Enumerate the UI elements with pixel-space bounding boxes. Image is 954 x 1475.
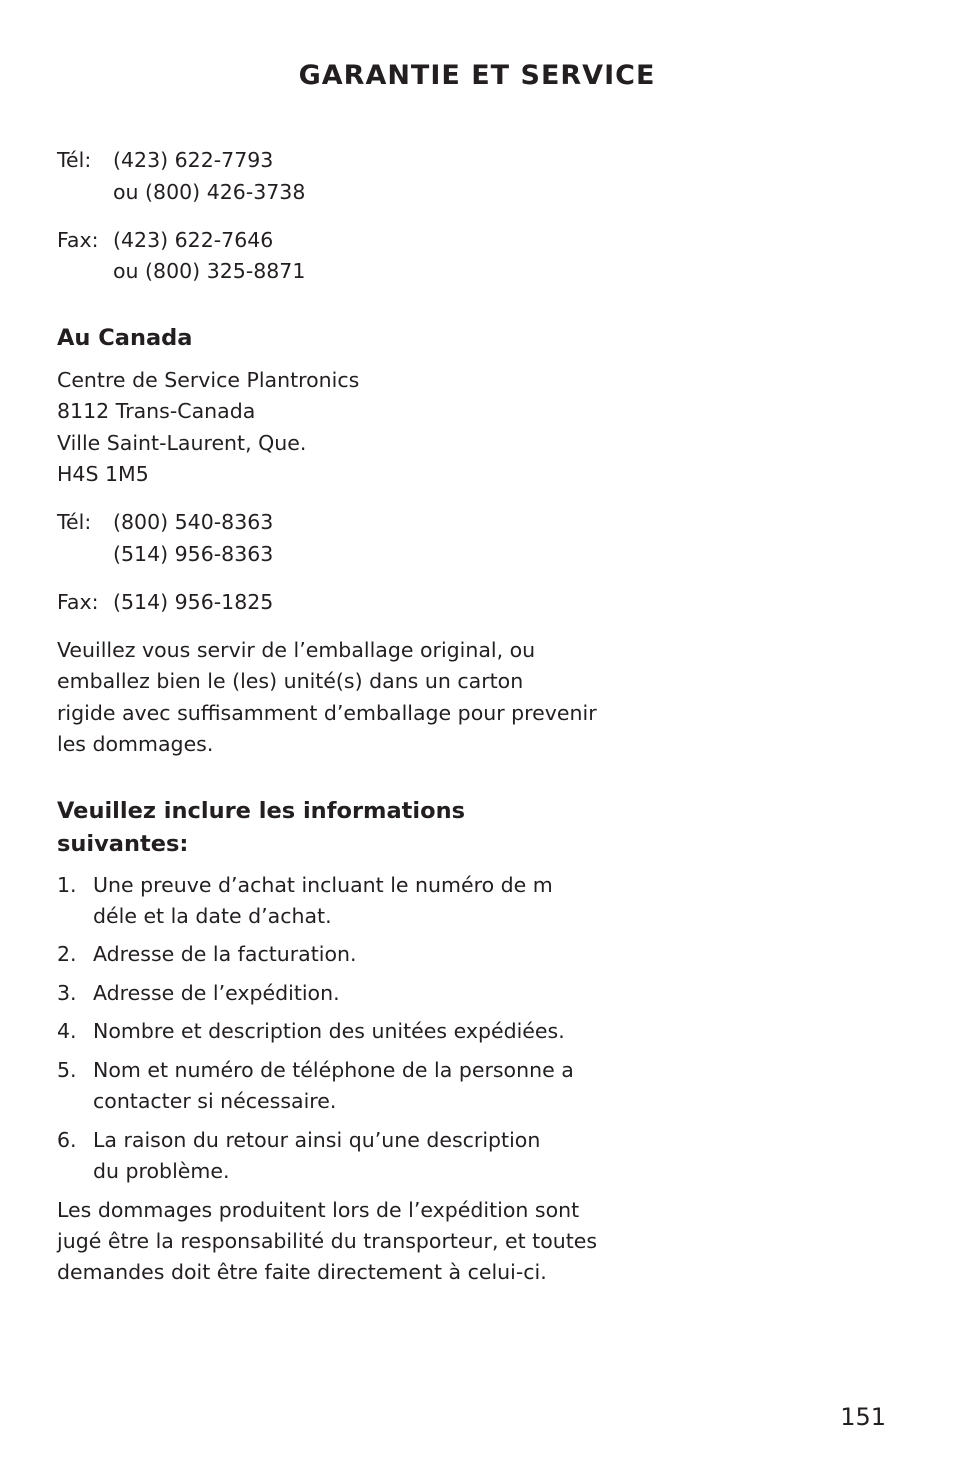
list-number: 1. [57,873,77,897]
list-item: Adresse de l’expédition. [93,981,340,1005]
list-item: du problème. [93,1159,230,1183]
tel-label: Tél: [57,148,92,172]
paragraph-line: Veuillez vous servir de l’emballage original, ou [57,638,536,662]
page-number: 151 [840,1403,886,1431]
section-heading-include: Veuillez inclure les informations [57,798,466,824]
section-heading-canada: Au Canada [57,325,193,351]
fax-number: (514) 956-1825 [113,590,274,614]
fax-label: Fax: [57,590,99,614]
address-line: 8112 Trans-Canada [57,399,256,423]
list-item: Une preuve d’achat incluant le numéro de m [93,873,553,897]
phone-number: (423) 622-7793 [113,148,274,172]
address-line: H4S 1M5 [57,462,149,486]
paragraph-line: Les dommages produitent lors de l’expédition sont [57,1198,580,1222]
list-item: Adresse de la facturation. [93,942,357,966]
paragraph-line: rigide avec suffisamment d’emballage pour prevenir [57,701,597,725]
fax-label: Fax: [57,228,99,252]
paragraph-line: les dommages. [57,732,214,756]
page-title: GARANTIE ET SERVICE [298,60,656,91]
section-heading-include: suivantes: [57,831,189,857]
fax-number: ou (800) 325-8871 [113,259,306,283]
paragraph-line: emballez bien le (les) unité(s) dans un carton [57,669,524,693]
paragraph-line: jugé être la responsabilité du transporteur, et toutes [57,1229,598,1253]
paragraph-line: demandes doit être faite directement à celui-ci. [57,1260,547,1284]
list-item: déle et la date d’achat. [93,904,332,928]
list-number: 3. [57,981,77,1005]
phone-number: (514) 956-8363 [113,542,274,566]
list-item: La raison du retour ainsi qu’une description [93,1128,541,1152]
list-number: 5. [57,1058,77,1082]
phone-number: ou (800) 426-3738 [113,180,306,204]
list-item: contacter si nécessaire. [93,1089,337,1113]
address-line: Ville Saint-Laurent, Que. [57,431,307,455]
list-number: 6. [57,1128,77,1152]
list-number: 2. [57,942,77,966]
address-line: Centre de Service Plantronics [57,368,360,392]
list-number: 4. [57,1019,77,1043]
phone-number: (800) 540-8363 [113,510,274,534]
tel-label: Tél: [57,510,92,534]
list-item: Nom et numéro de téléphone de la personne a [93,1058,574,1082]
fax-number: (423) 622-7646 [113,228,274,252]
list-item: Nombre et description des unitées expédiées. [93,1019,565,1043]
